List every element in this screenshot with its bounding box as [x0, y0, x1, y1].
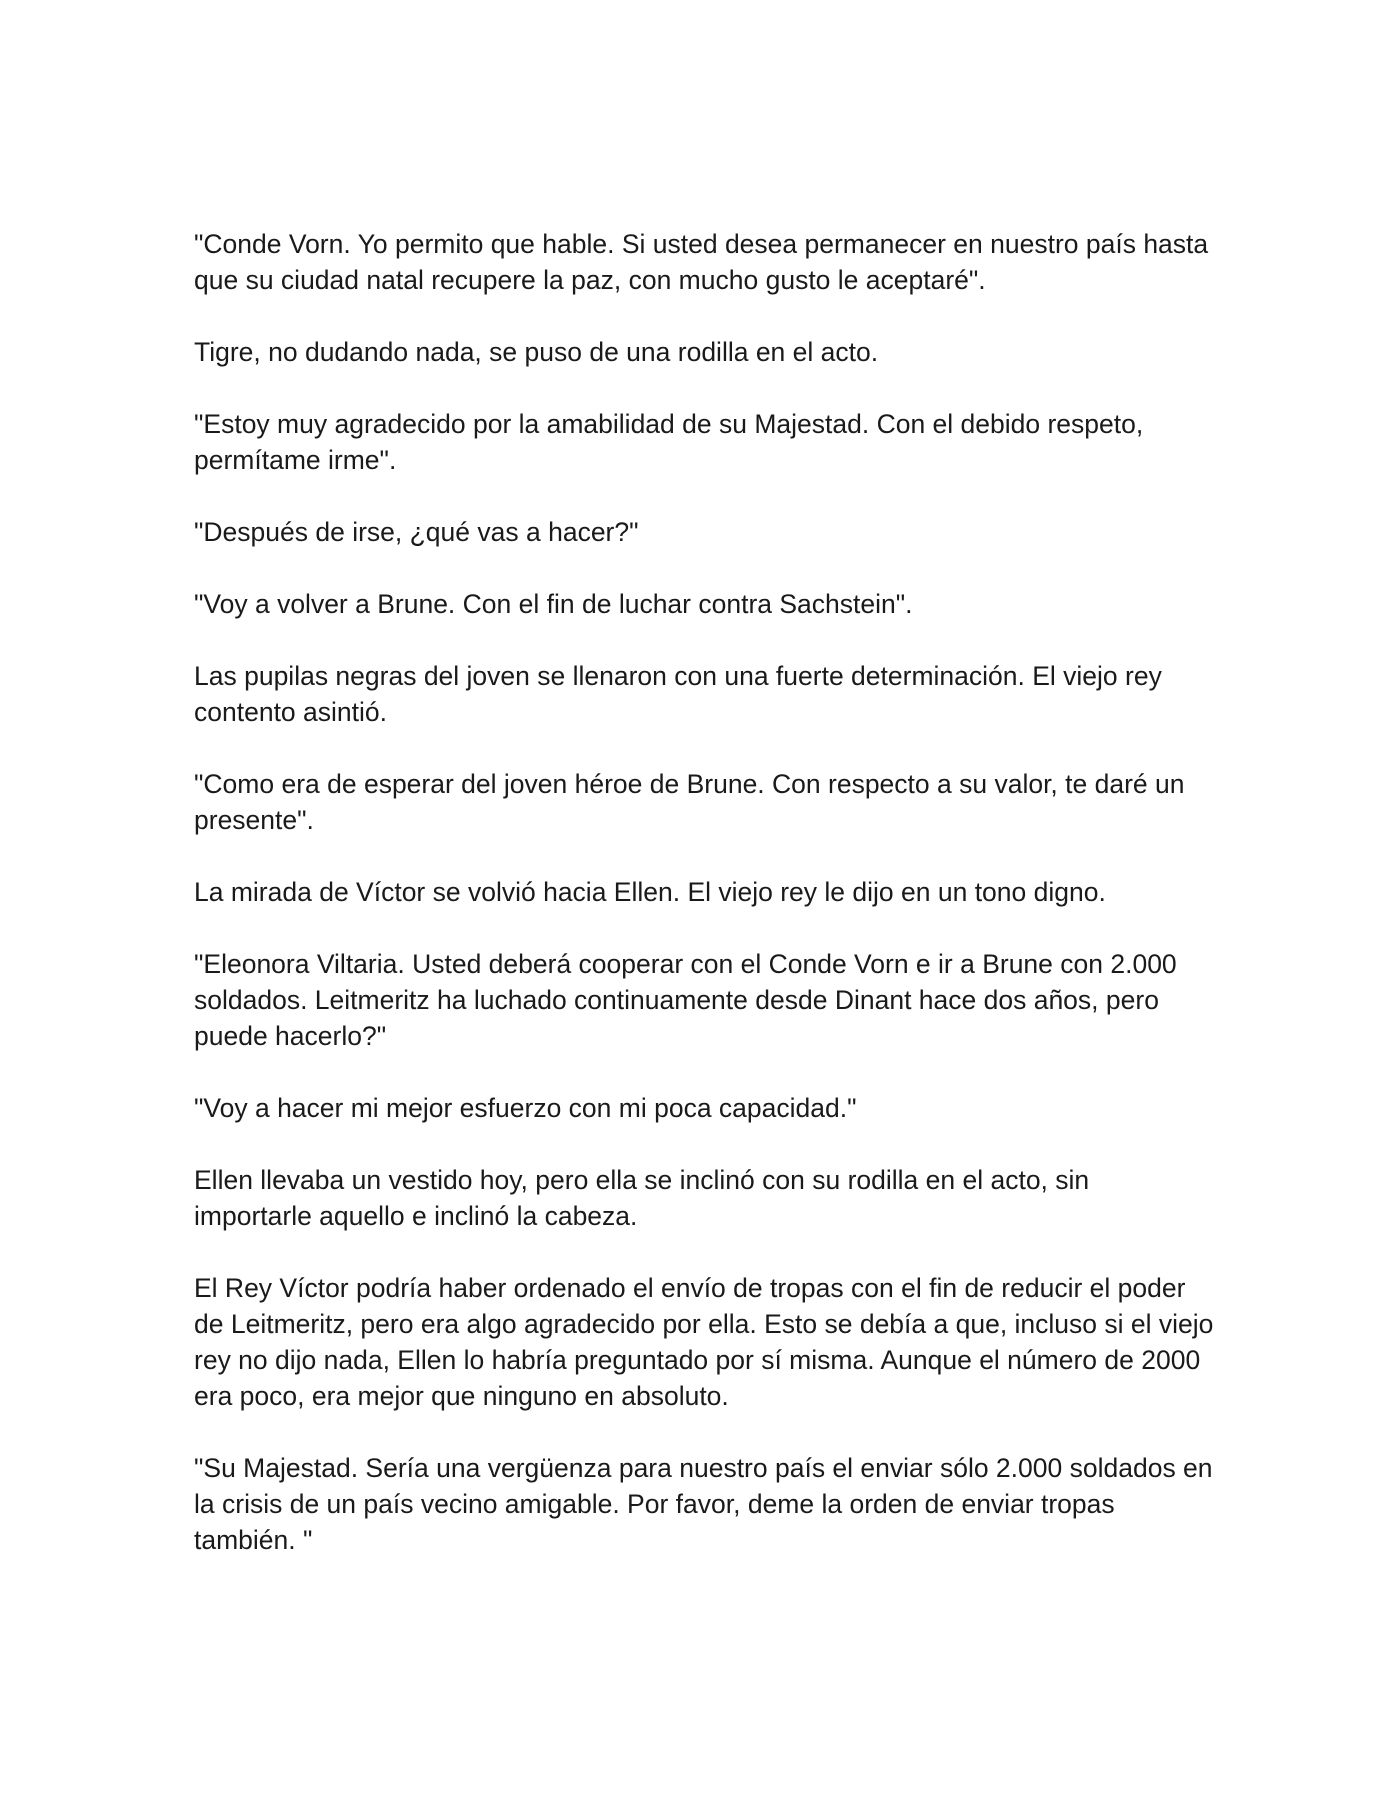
paragraph: "Voy a hacer mi mejor esfuerzo con mi poca capacidad." — [194, 1093, 857, 1123]
paragraph: "Como era de esperar del joven héroe de Brune. Con respecto a su valor, te daré un presente". — [194, 769, 1185, 835]
document-body — [194, 226, 1214, 1558]
paragraph: "Estoy muy agradecido por la amabilidad de su Majestad. Con el debido respeto, permítame irme". — [194, 409, 1144, 475]
paragraph: "Eleonora Viltaria. Usted deberá cooperar con el Conde Vorn e ir a Brune con 2.000 soldados. Leitmeritz ha luchado continuamente desde Dinant hace dos años, pero puede hacerlo?" — [194, 949, 1177, 1051]
paragraph: Ellen llevaba un vestido hoy, pero ella se inclinó con su rodilla en el acto, sin importarle aquello e inclinó la cabeza. — [194, 1165, 1090, 1231]
paragraph: El Rey Víctor podría haber ordenado el envío de tropas con el fin de reducir el poder de Leitmeritz, pero era algo agradecido por ella. Esto se debía a que, incluso si el viejo rey no dijo nada, Ellen lo habría preguntado por sí misma. Aunque el número de 2000 era poco, era mejor que ninguno en absoluto. — [194, 1273, 1214, 1411]
paragraph: Las pupilas negras del joven se llenaron con una fuerte determinación. El viejo rey contento asintió. — [194, 661, 1162, 727]
paragraph: "Conde Vorn. Yo permito que hable. Si usted desea permanecer en nuestro país hasta que su ciudad natal recupere la paz, con mucho gusto le aceptaré". — [194, 229, 1209, 295]
paragraph: "Después de irse, ¿qué vas a hacer?" — [194, 517, 639, 547]
paragraph: "Su Majestad. Sería una vergüenza para nuestro país el enviar sólo 2.000 soldados en la crisis de un país vecino amigable. Por favor, deme la orden de enviar tropas también. " — [194, 1453, 1213, 1555]
paragraph: Tigre, no dudando nada, se puso de una rodilla en el acto. — [194, 337, 879, 367]
paragraph: La mirada de Víctor se volvió hacia Ellen. El viejo rey le dijo en un tono digno. — [194, 877, 1106, 907]
paragraph: "Voy a volver a Brune. Con el fin de luchar contra Sachstein". — [194, 589, 913, 619]
